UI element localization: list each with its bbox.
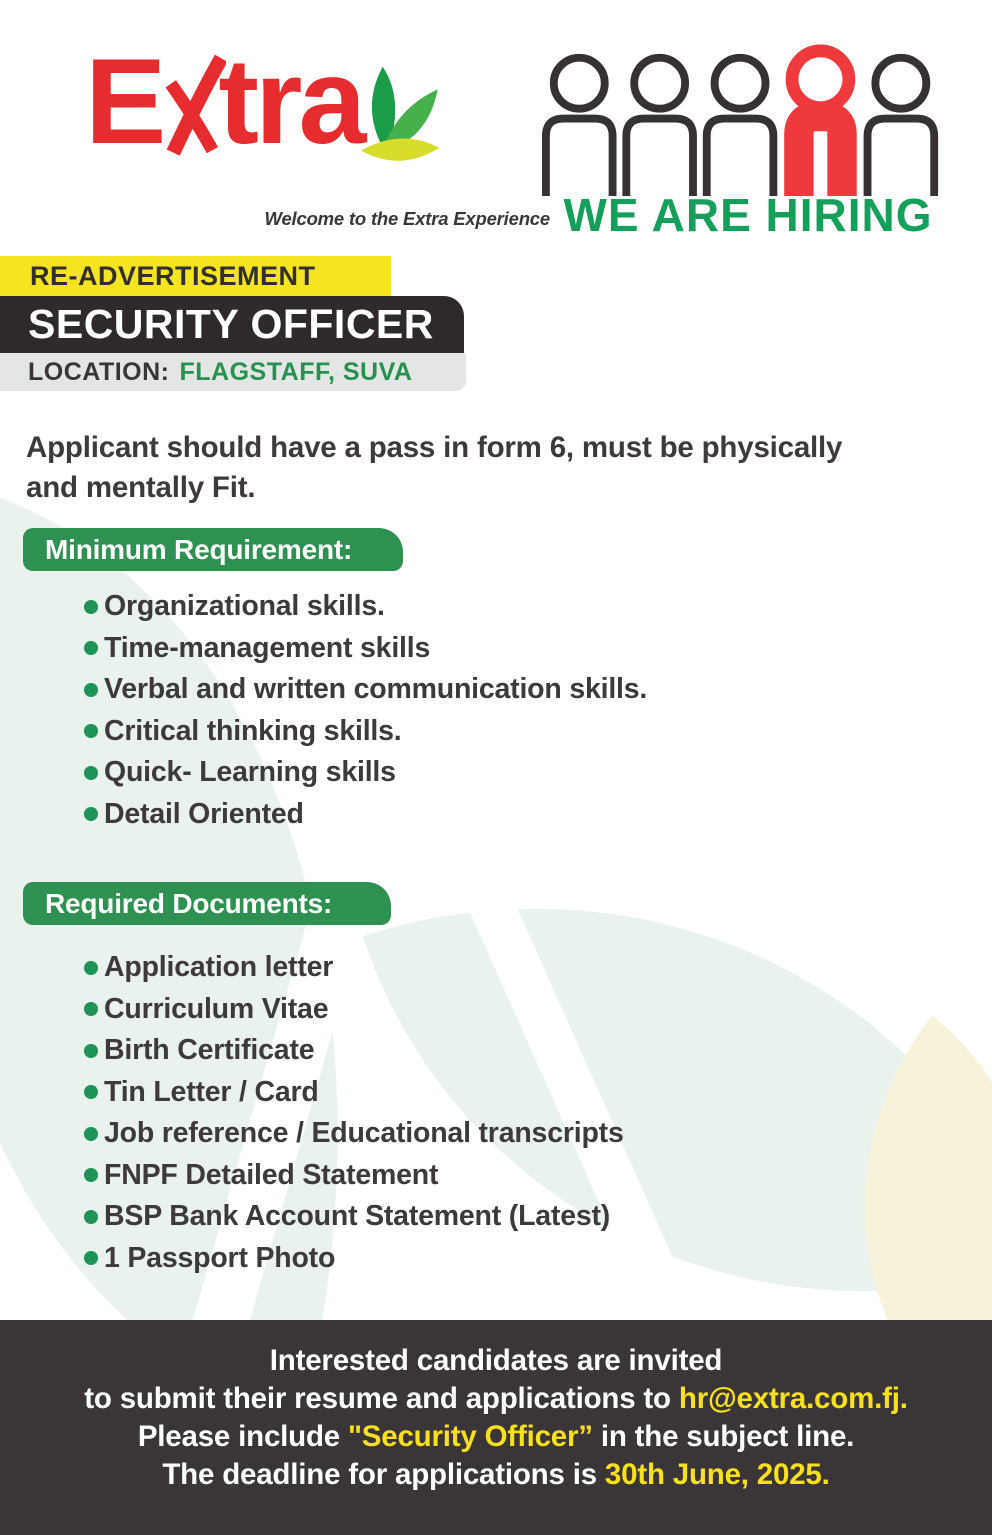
list-item-label: Birth Certificate <box>104 1034 315 1067</box>
list-item-label: Detail Oriented <box>104 797 304 830</box>
bullet-icon <box>84 961 98 975</box>
list-item <box>0 947 900 989</box>
bullet-icon <box>84 1168 98 1182</box>
list-item-label: FNPF Detailed Statement <box>104 1158 439 1191</box>
deadline-highlight: 30th June, 2025. <box>604 1458 830 1491</box>
readvertisement-banner: RE-ADVERTISEMENT <box>0 256 391 296</box>
list-item-label: Application letter <box>104 951 334 984</box>
hiring-title: WE ARE HIRING <box>563 189 933 241</box>
footer-line-1: Interested candidates are invited <box>269 1344 723 1377</box>
logo-letters-tra: tra <box>218 33 363 169</box>
bullet-icon <box>84 807 98 821</box>
location-label: LOCATION: <box>28 357 170 386</box>
requirements-list <box>0 586 900 835</box>
list-item <box>0 1030 900 1072</box>
bullet-icon <box>84 1210 98 1224</box>
footer-line-3-suffix: in the subject line. <box>592 1420 855 1453</box>
footer-line-2 <box>0 1380 992 1418</box>
footer-line-4-text: The deadline for applications is <box>162 1458 605 1491</box>
footer-line-3-text: Please include <box>137 1420 348 1453</box>
list-item-label: 1 Passport Photo <box>104 1241 336 1274</box>
logo-wordmark <box>85 33 515 172</box>
footer-line-4 <box>0 1456 992 1494</box>
list-item <box>0 711 900 753</box>
list-item-label: Verbal and written communication skills. <box>104 673 648 706</box>
list-item <box>0 586 900 628</box>
email-highlight: hr@extra.com.fj. <box>678 1382 908 1415</box>
bullet-icon <box>84 766 98 780</box>
list-item-label: Time-management skills <box>104 631 431 664</box>
list-item-label: Critical thinking skills. <box>104 714 402 747</box>
list-item <box>0 1196 900 1238</box>
list-item <box>0 1113 900 1155</box>
bullet-icon <box>84 641 98 655</box>
location-value: FLAGSTAFF, SUVA <box>179 357 413 386</box>
list-item <box>0 752 900 794</box>
extra-logo <box>85 33 550 229</box>
documents-list <box>0 947 900 1279</box>
section-heading-minimum-requirement: Minimum Requirement: <box>23 528 403 571</box>
bullet-icon <box>84 1251 98 1265</box>
footer-line-3 <box>0 1418 992 1456</box>
bullet-icon <box>84 724 98 738</box>
list-item-label: Tin Letter / Card <box>104 1075 319 1108</box>
intro-text: Applicant should have a pass in form 6, must be physically and mentally Fit. <box>26 431 843 504</box>
subject-highlight: "Security Officer” <box>347 1420 593 1453</box>
list-item-label: Quick- Learning skills <box>104 756 396 789</box>
footer <box>0 1320 992 1535</box>
logo-tagline: Welcome to the Extra Experience <box>264 208 550 229</box>
logo-x-swoosh-icon <box>162 48 226 162</box>
list-item-label: Curriculum Vitae <box>104 992 329 1025</box>
list-item <box>0 794 900 836</box>
section-heading-required-documents: Required Documents: <box>23 882 391 925</box>
logo-leaf-icon <box>346 60 442 166</box>
bullet-icon <box>84 600 98 614</box>
list-item <box>0 669 900 711</box>
list-item <box>0 1072 900 1114</box>
list-item <box>0 1155 900 1197</box>
bullet-icon <box>84 1085 98 1099</box>
bullet-icon <box>84 683 98 697</box>
list-item-label: Job reference / Educational transcripts <box>104 1117 624 1150</box>
list-item <box>0 1238 900 1280</box>
hiring-people-icon <box>542 44 944 196</box>
location-bar <box>0 353 466 391</box>
list-item <box>0 989 900 1031</box>
list-item-label: BSP Bank Account Statement (Latest) <box>104 1200 611 1233</box>
job-title-banner: SECURITY OFFICER <box>0 296 464 353</box>
bullet-icon <box>84 1002 98 1016</box>
logo-letter-e: E <box>85 33 167 169</box>
list-item <box>0 628 900 670</box>
bullet-icon <box>84 1127 98 1141</box>
footer-line-2-text: to submit their resume and applications to <box>84 1382 679 1415</box>
bullet-icon <box>84 1044 98 1058</box>
list-item-label: Organizational skills. <box>104 590 385 623</box>
